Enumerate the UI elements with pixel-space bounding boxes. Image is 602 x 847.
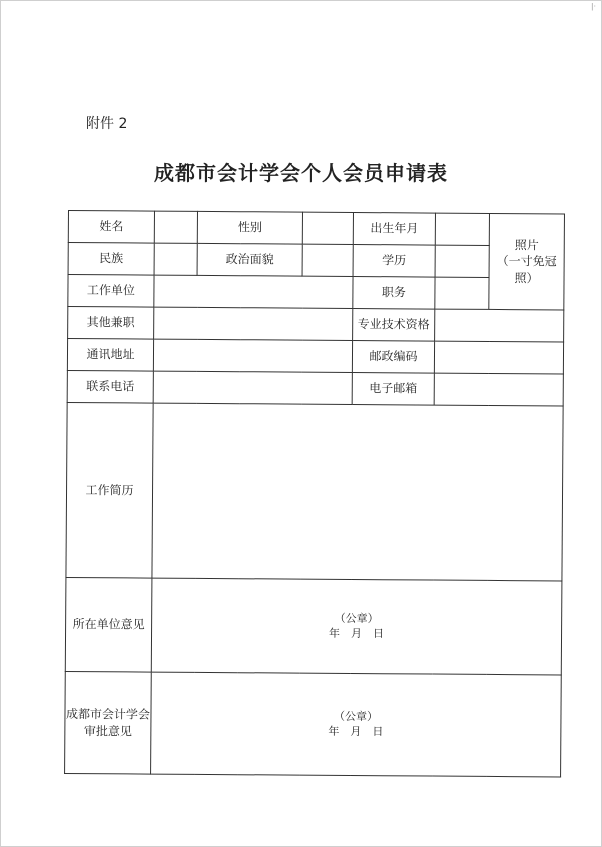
phone-field[interactable]: [153, 371, 352, 404]
unit-date-text: 年 月 日: [329, 626, 385, 640]
photo-note: （一寸免冠照）: [496, 254, 557, 285]
postcode-label: 邮政编码: [352, 340, 434, 373]
unit-opinion-label: 所在单位意见: [65, 577, 152, 672]
ethnicity-field[interactable]: [154, 243, 197, 275]
birth-field[interactable]: [435, 213, 489, 245]
other-jobs-label: 其他兼职: [68, 307, 154, 340]
row-address: [67, 339, 563, 374]
unit-opinion-field[interactable]: [151, 578, 562, 675]
gender-field[interactable]: [302, 212, 353, 244]
society-seal-text: （公章）: [333, 709, 379, 723]
resume-label: 工作简历: [66, 402, 153, 578]
photo-box[interactable]: [489, 213, 565, 310]
name-field[interactable]: [154, 211, 197, 243]
scan-mark: ǀ·: [591, 2, 596, 11]
application-form-table: [64, 210, 565, 777]
resume-field[interactable]: [152, 403, 563, 581]
unit-seal-text: （公章）: [334, 611, 379, 625]
address-field[interactable]: [153, 339, 352, 372]
address-label: 通讯地址: [67, 339, 153, 372]
workplace-field[interactable]: [154, 275, 353, 308]
annex-label: 附件 2: [86, 116, 128, 132]
row-other-jobs: [68, 307, 564, 342]
political-status-label: 政治面貌: [197, 243, 302, 276]
email-field[interactable]: [434, 373, 563, 406]
education-field[interactable]: [435, 245, 489, 277]
qualification-field[interactable]: [435, 309, 564, 342]
qualification-label: 专业技术资格: [353, 308, 435, 341]
birth-label: 出生年月: [353, 212, 435, 245]
workplace-label: 工作单位: [68, 275, 154, 308]
society-opinion-field[interactable]: [151, 672, 562, 777]
society-opinion-label-line2: 审批意见: [83, 723, 132, 738]
row-resume: [66, 402, 563, 580]
row-contact: [67, 370, 563, 405]
society-opinion-label: [65, 671, 152, 774]
row-society-opinion: [65, 671, 562, 776]
political-status-field[interactable]: [302, 244, 353, 276]
row-unit-opinion: [65, 577, 562, 674]
email-label: 电子邮箱: [352, 372, 434, 405]
society-date-text: 年 月 日: [328, 724, 384, 738]
position-field[interactable]: [435, 277, 489, 309]
gender-label: 性别: [197, 211, 302, 244]
phone-label: 联系电话: [67, 370, 153, 403]
position-label: 职务: [353, 276, 435, 309]
row-basic-1: [68, 211, 564, 246]
name-label: 姓名: [68, 211, 154, 244]
society-opinion-label-line1: 成都市会计学会: [65, 707, 151, 722]
form-title: 成都市会计学会个人会员申请表: [154, 161, 448, 185]
ethnicity-label: 民族: [68, 243, 154, 276]
other-jobs-field[interactable]: [154, 307, 353, 340]
education-label: 学历: [353, 244, 435, 277]
postcode-field[interactable]: [434, 341, 563, 374]
photo-label: 照片: [514, 238, 539, 253]
